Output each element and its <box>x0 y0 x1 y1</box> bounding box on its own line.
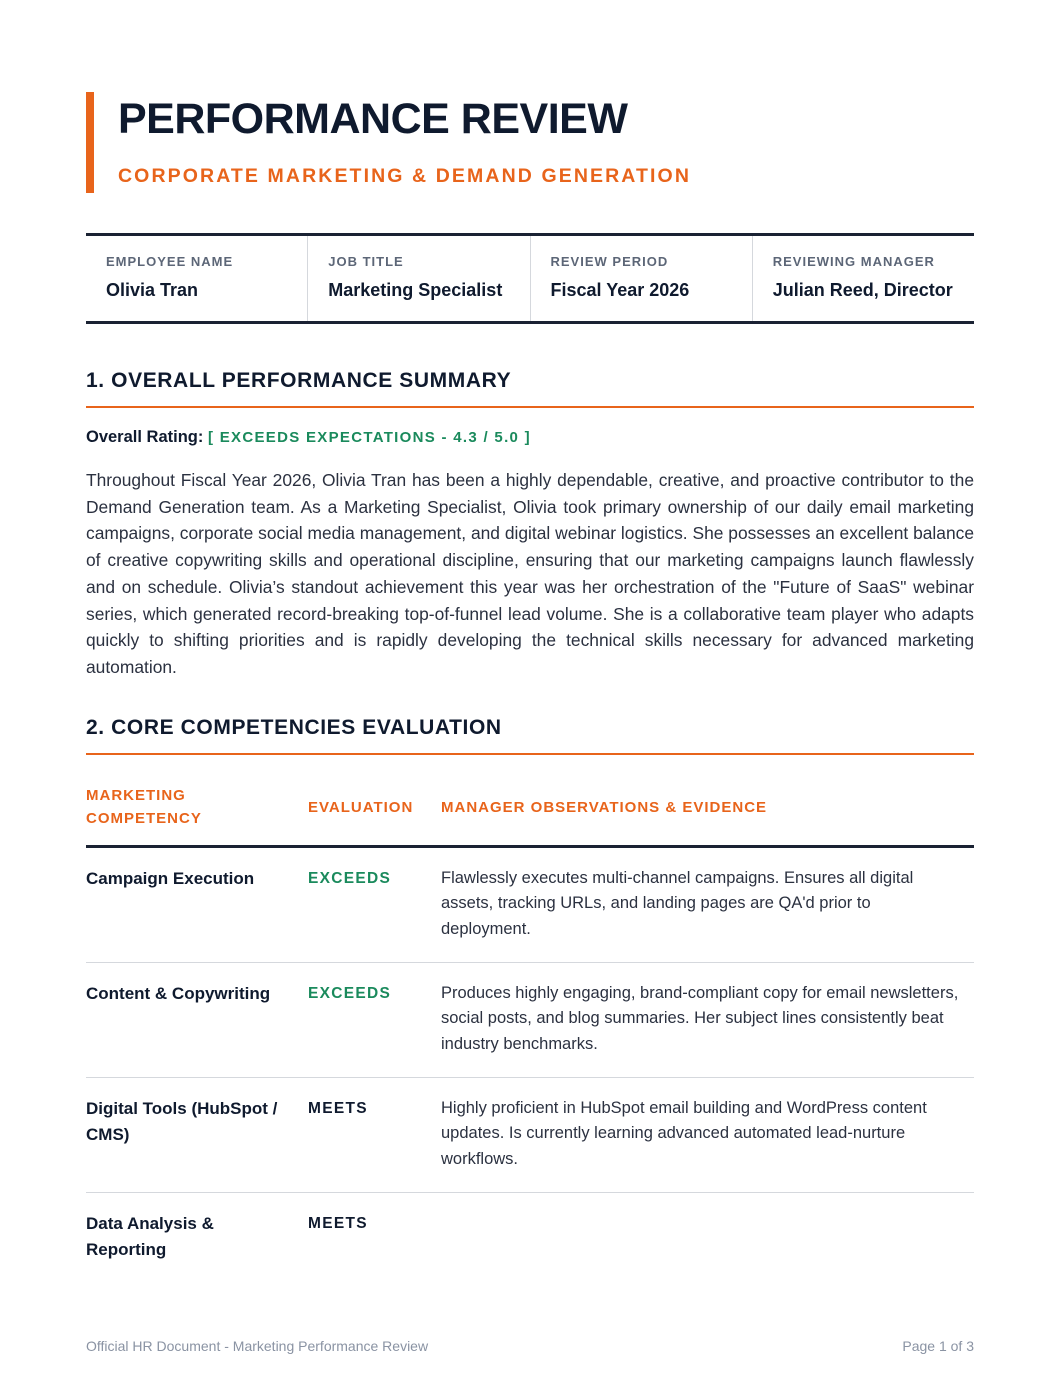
info-label: EMPLOYEE NAME <box>106 254 234 269</box>
info-employee-name <box>86 236 308 321</box>
section-heading-competencies: 2. CORE COMPETENCIES EVALUATION <box>86 716 974 755</box>
title-block <box>86 92 974 192</box>
evaluation-cell: MEETS <box>308 1215 368 1232</box>
evaluation-cell: EXCEEDS <box>308 985 392 1002</box>
table-row <box>86 963 974 1078</box>
info-value: Julian Reed, Director <box>772 280 953 300</box>
competency-cell: Campaign Execution <box>86 869 255 888</box>
evaluation-cell: EXCEEDS <box>308 870 392 887</box>
footer-document-label: Official HR Document - Marketing Performance Review <box>86 1338 429 1354</box>
column-header-observations: MANAGER OBSERVATIONS & EVIDENCE <box>441 799 768 816</box>
info-label: JOB TITLE <box>328 254 404 269</box>
page-title: PERFORMANCE REVIEW <box>118 95 628 143</box>
competency-cell: Digital Tools (HubSpot / CMS) <box>86 1099 278 1144</box>
table-row <box>86 1078 974 1193</box>
info-review-period <box>531 236 753 321</box>
evaluation-cell: MEETS <box>308 1100 368 1117</box>
observation-cell: Flawlessly executes multi-channel campaigns. Ensures all digital assets, tracking URLs, and landing pages are QA'd prior to deployment. <box>441 869 914 938</box>
employee-info-grid <box>86 233 974 324</box>
table-row <box>86 1193 974 1283</box>
section-heading-summary: 1. OVERALL PERFORMANCE SUMMARY <box>86 369 974 408</box>
competency-cell: Content & Copywriting <box>86 984 271 1003</box>
summary-paragraph: Throughout Fiscal Year 2026, Olivia Tran has been a highly dependable, creative, and proactive contributor to the Demand Generation team. As a Marketing Specialist, Olivia took primary ownership of our daily email marketing campaigns, corporate social media management, and digital webinar logistics. She possesses an excellent balance of creative copywriting skills and operational discipline, ensuring that our marketing campaigns launch flawlessly and on schedule. Olivia’s standout achievement this year was her orchestration of the "Future of SaaS" webinar series, which generated record-breaking top-of-funnel lead volume. She is a collaborative team player who adapts quickly to shifting priorities and is rapidly developing the technical skills necessary for advanced marketing automation. <box>86 470 974 677</box>
info-value: Fiscal Year 2026 <box>550 280 690 300</box>
table-header <box>86 770 974 848</box>
info-reviewing-manager <box>753 236 974 321</box>
rating-label: Overall Rating: <box>86 428 204 446</box>
overall-rating <box>86 428 531 447</box>
page-subtitle: CORPORATE MARKETING & DEMAND GENERATION <box>118 165 692 187</box>
footer-page-number: Page 1 of 3 <box>902 1338 974 1354</box>
info-label: REVIEW PERIOD <box>550 254 669 269</box>
rating-value: [ EXCEEDS EXPECTATIONS - 4.3 / 5.0 ] <box>207 429 531 446</box>
column-header-competency: MARKETING COMPETENCY <box>86 787 202 827</box>
info-value: Marketing Specialist <box>328 280 503 300</box>
title-accent-bar <box>86 92 94 193</box>
info-value: Olivia Tran <box>106 280 199 300</box>
observation-cell: Produces highly engaging, brand-compliant copy for email newsletters, social posts, and blog summaries. Her subject lines consistently beat industry benchmarks. <box>441 984 959 1053</box>
competencies-table <box>86 770 974 1283</box>
table-row <box>86 848 974 963</box>
competency-cell: Data Analysis & Reporting <box>86 1214 214 1259</box>
info-label: REVIEWING MANAGER <box>772 254 935 269</box>
column-header-evaluation: EVALUATION <box>308 799 414 816</box>
observation-cell: Highly proficient in HubSpot email building and WordPress content updates. Is currently learning advanced automated lead-nurture workflows. <box>441 1099 927 1168</box>
info-job-title <box>308 236 530 321</box>
